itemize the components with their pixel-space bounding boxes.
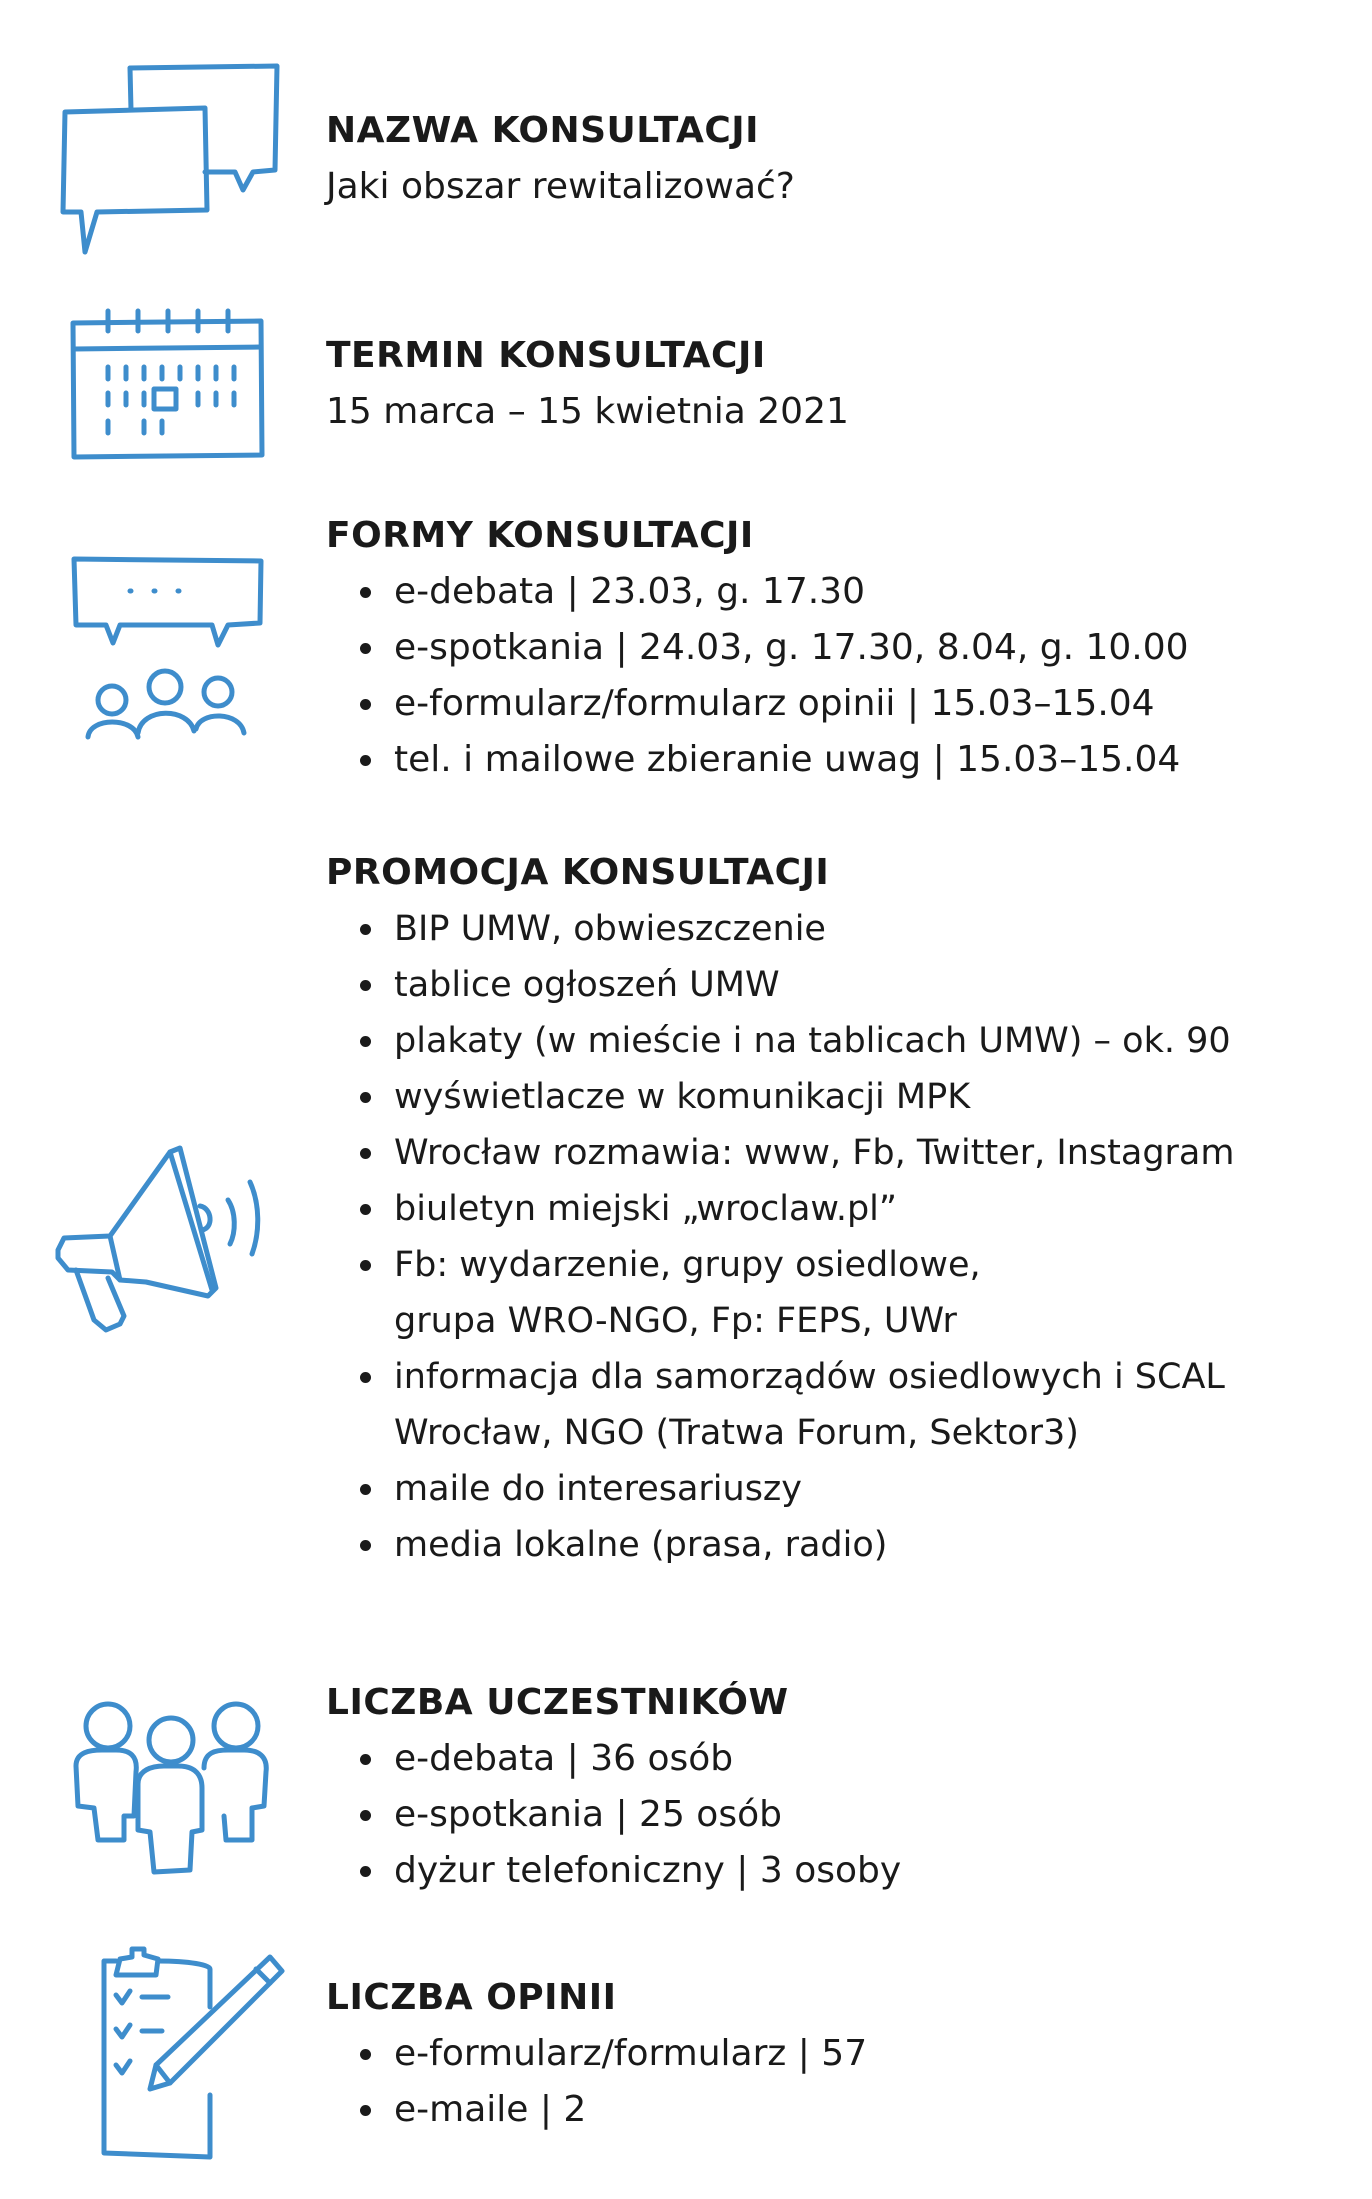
bullet-list bbox=[326, 564, 1366, 788]
section-heading: NAZWA KONSULTACJI bbox=[326, 110, 760, 151]
list-item: BIP UMW, obwieszczenie bbox=[326, 901, 1366, 957]
section-heading: PROMOCJA KONSULTACJI bbox=[326, 852, 830, 893]
list-item: maile do interesariuszy bbox=[326, 1461, 1366, 1517]
section-value: Jaki obszar rewitalizować? bbox=[326, 166, 795, 207]
list-item: plakaty (w mieście i na tablicach UMW) – ok. 90 bbox=[326, 1013, 1366, 1069]
section-nazwa-konsultacji bbox=[326, 103, 1366, 215]
list-item: e-formularz/formularz | 57 bbox=[326, 2026, 1366, 2082]
section-heading: LICZBA UCZESTNIKÓW bbox=[326, 1682, 789, 1723]
section-heading: FORMY KONSULTACJI bbox=[326, 515, 754, 556]
checklist-pencil-icon bbox=[60, 1945, 290, 2175]
list-item: dyżur telefoniczny | 3 osoby bbox=[326, 1843, 1366, 1899]
section-liczba-uczestnikow bbox=[326, 1675, 1366, 1899]
list-item: tel. i mailowe zbieranie uwag | 15.03–15.04 bbox=[326, 732, 1366, 788]
list-item: informacja dla samorządów osiedlowych i SCAL Wrocław, NGO (Tratwa Forum, Sektor3) bbox=[326, 1349, 1324, 1461]
section-termin-konsultacji bbox=[326, 328, 1366, 440]
section-heading: TERMIN KONSULTACJI bbox=[326, 335, 766, 376]
section-value: 15 marca – 15 kwietnia 2021 bbox=[326, 391, 849, 432]
list-item: e-spotkania | 25 osób bbox=[326, 1787, 1366, 1843]
section-formy-konsultacji bbox=[326, 508, 1366, 788]
list-item: e-debata | 23.03, g. 17.30 bbox=[326, 564, 1366, 620]
list-item: e-formularz/formularz opinii | 15.03–15.04 bbox=[326, 676, 1366, 732]
section-heading: LICZBA OPINII bbox=[326, 1977, 617, 2018]
megaphone-icon bbox=[50, 1140, 280, 1340]
bullet-list bbox=[326, 1731, 1366, 1899]
list-item: biuletyn miejski „wroclaw.pl” bbox=[326, 1181, 1366, 1237]
list-item: Fb: wydarzenie, grupy osiedlowe, grupa WRO-NGO, Fp: FEPS, UWr bbox=[326, 1237, 1024, 1349]
speech-bubbles-icon bbox=[55, 60, 285, 260]
calendar-icon bbox=[68, 305, 268, 463]
section-promocja-konsultacji bbox=[326, 845, 1366, 1573]
bullet-list bbox=[326, 901, 1366, 1573]
people-icon bbox=[68, 1690, 278, 1880]
bullet-list bbox=[326, 2026, 1366, 2138]
list-item: e-debata | 36 osób bbox=[326, 1731, 1366, 1787]
list-item: tablice ogłoszeń UMW bbox=[326, 957, 1366, 1013]
list-item: e-spotkania | 24.03, g. 17.30, 8.04, g. 10.00 bbox=[326, 620, 1366, 676]
section-liczba-opinii bbox=[326, 1970, 1366, 2138]
list-item: e-maile | 2 bbox=[326, 2082, 1366, 2138]
list-item: wyświetlacze w komunikacji MPK bbox=[326, 1069, 1366, 1125]
list-item: Wrocław rozmawia: www, Fb, Twitter, Instagram bbox=[326, 1125, 1366, 1181]
list-item: media lokalne (prasa, radio) bbox=[326, 1517, 1366, 1573]
group-discussion-icon bbox=[68, 555, 268, 755]
